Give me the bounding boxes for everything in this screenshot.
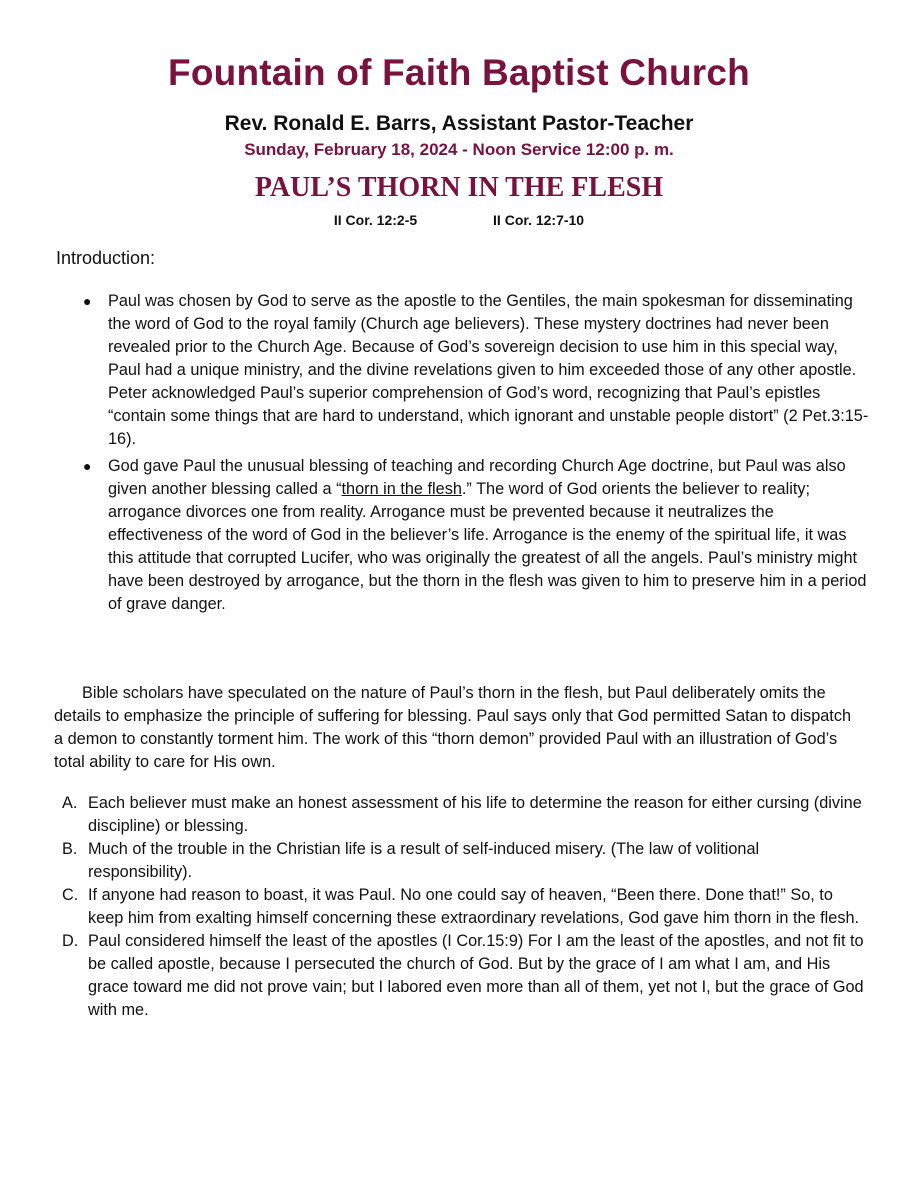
scripture-reference: II Cor. 12:2-5: [333, 212, 418, 228]
bullet-text-end: .” The word of God orients the believer to reality; arrogance divorces one from reality. Arrogance must be prevented because it neutralizes the effectiveness of the word of God in the believer’s life. Arrogance is the enemy of the spiritual life, it was this attitude that corrupted Lucifer, who was originally the greatest of all the angels. Paul’s ministry might have been destroyed by arrogance, but the thorn in the flesh was given to him to preserve him in a period of grave danger.: [108, 480, 867, 613]
point-letter: B.: [62, 840, 78, 858]
bullet-text-start: God gave Paul the unusual blessing of teaching and recording Church Age doctrine, but Paul was also given another blessing called a “: [108, 457, 846, 498]
body-paragraph: Bible scholars have speculated on the nature of Paul’s thorn in the flesh, but Paul deliberately omits the details to emphasize the principle of suffering for blessing. Paul says only that God permitted Satan to dispatch a demon to constantly torment him. The work of this “thorn demon” provided Paul with an illustration of God’s total ability to care for His own.: [54, 684, 852, 771]
introduction-label: Introduction:: [56, 248, 156, 268]
point-item: [62, 792, 866, 838]
point-letter: D.: [62, 932, 79, 950]
bullet-item: [80, 455, 870, 616]
point-letter: A.: [62, 794, 78, 812]
service-time: Sunday, February 18, 2024 - Noon Service 12:00 p. m.: [244, 140, 674, 159]
scripture-references: [0, 212, 918, 228]
introduction-bullets: [80, 290, 870, 620]
point-text: Paul considered himself the least of the apostles (I Cor.15:9) For I am the least of the apostles, and not fit to be called apostle, because I persecuted the church of God. But by the grace of I am what I am, and His grace toward me did not prove vain; but I labored even more than all of them, yet not I, but the grace of God with me.: [88, 932, 864, 1019]
church-name: Fountain of Faith Baptist Church: [168, 52, 750, 93]
bullet-icon: ●: [83, 458, 92, 474]
point-item: [62, 930, 866, 1022]
lettered-points: [62, 792, 866, 1022]
bullet-icon: ●: [83, 293, 92, 309]
pastor-line: Rev. Ronald E. Barrs, Assistant Pastor-Teacher: [224, 112, 694, 135]
point-item: [62, 838, 866, 884]
scripture-reference: II Cor. 12:7-10: [493, 212, 585, 228]
point-letter: C.: [62, 886, 79, 904]
bullet-item: [80, 290, 870, 451]
point-text: Each believer must make an honest assessment of his life to determine the reason for either cursing (divine discipline) or blessing.: [88, 794, 862, 835]
point-text: Much of the trouble in the Christian life is a result of self-induced misery. (The law of volitional responsibility).: [88, 840, 760, 881]
point-item: [62, 884, 866, 930]
bullet-text: Paul was chosen by God to serve as the apostle to the Gentiles, the main spokesman for disseminating the word of God to the royal family (Church age believers). These mystery doctrines had never been revealed prior to the Church Age. Because of God’s sovereign decision to use him in this special way, Paul had a unique ministry, and the divine revelations given to him exceeded those of any other apostle. Peter acknowledged Paul’s superior comprehension of God’s word, recognizing that Paul’s epistles “contain some things that are hard to understand, which ignorant and unstable people distort” (2 Pet.3:15-16).: [108, 292, 869, 448]
underlined-phrase: thorn in the flesh: [341, 480, 462, 498]
sermon-title: PAUL’S THORN IN THE FLESH: [254, 172, 664, 203]
point-text: If anyone had reason to boast, it was Paul. No one could say of heaven, “Been there. Done that!” So, to keep him from exalting himself concerning these extraordinary revelations, God gave him thorn in the flesh.: [88, 886, 860, 927]
